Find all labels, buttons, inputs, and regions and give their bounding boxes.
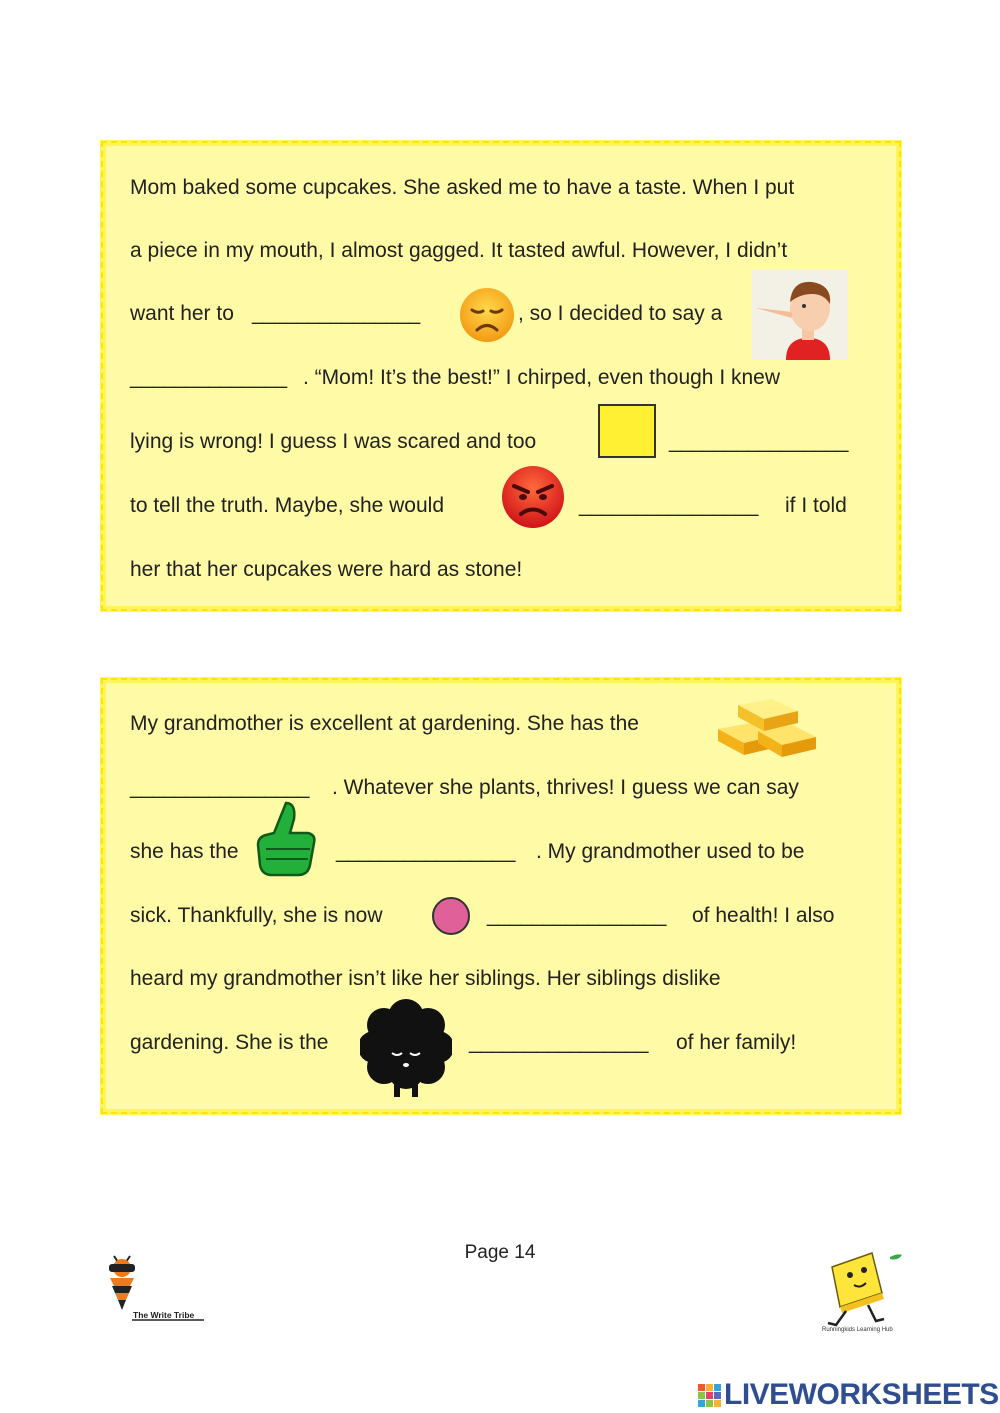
sad-face-icon — [458, 286, 516, 344]
story1-line-6a: to tell the truth. Maybe, she would — [130, 494, 445, 517]
story2-line-3a: she has the — [130, 840, 239, 863]
answer-blank-5[interactable]: ________________ — [130, 776, 309, 799]
black-sheep-icon — [360, 995, 452, 1099]
pink-circle-icon — [432, 897, 470, 935]
green-thumb-icon — [256, 799, 318, 879]
liveworksheets-icon — [698, 1384, 722, 1408]
story-box-1 — [100, 140, 902, 612]
svg-text:Runningkids Learning Hub: Runningkids Learning Hub — [822, 1327, 893, 1333]
runningkids-logo — [810, 1245, 910, 1345]
story2-line-3b: . My grandmother used to be — [536, 840, 805, 863]
answer-blank-2[interactable]: ______________ — [130, 366, 287, 389]
svg-text:The Write Tribe: The Write Tribe — [133, 1310, 195, 1320]
story2-line-1: My grandmother is excellent at gardening. She has the — [130, 712, 639, 735]
story1-line-2: a piece in my mouth, I almost gagged. It tasted awful. However, I didn’t — [130, 239, 788, 262]
story1-line-3a: want her to — [130, 302, 234, 325]
story1-line-6b: if I told — [785, 494, 847, 517]
story2-line-5: heard my grandmother isn’t like her siblings. Her siblings dislike — [130, 967, 721, 990]
answer-blank-4[interactable]: ________________ — [579, 494, 758, 517]
page-number: Page 14 — [464, 1242, 536, 1263]
answer-blank-1[interactable]: _______________ — [252, 302, 420, 325]
gold-bars-icon — [708, 689, 820, 761]
yellow-square-icon — [598, 404, 656, 458]
story2-line-6b: of her family! — [676, 1031, 797, 1054]
answer-blank-7[interactable]: ________________ — [487, 904, 666, 927]
story1-line-1: Mom baked some cupcakes. She asked me to have a taste. When I put — [130, 176, 795, 199]
liveworksheets-brand: LIVEWORKSHEETS — [724, 1378, 999, 1411]
angry-face-icon — [500, 464, 566, 530]
answer-blank-8[interactable]: ________________ — [469, 1031, 648, 1054]
story2-line-4a: sick. Thankfully, she is now — [130, 904, 383, 927]
story1-line-7: her that her cupcakes were hard as stone! — [130, 558, 523, 581]
long-nose-boy-icon — [752, 270, 848, 360]
answer-blank-3[interactable]: ________________ — [669, 430, 848, 453]
story2-line-6a: gardening. She is the — [130, 1031, 329, 1054]
story2-line-4b: of health! I also — [692, 904, 835, 927]
story2-line-2: . Whatever she plants, thrives! I guess we can say — [332, 776, 799, 799]
story-box-2 — [100, 677, 902, 1115]
write-tribe-logo — [100, 1252, 210, 1330]
story1-line-4: . “Mom! It’s the best!” I chirped, even though I knew — [303, 366, 781, 389]
story1-line-3b: , so I decided to say a — [518, 302, 723, 325]
answer-blank-6[interactable]: ________________ — [336, 840, 515, 863]
story1-line-5: lying is wrong! I guess I was scared and too — [130, 430, 537, 453]
